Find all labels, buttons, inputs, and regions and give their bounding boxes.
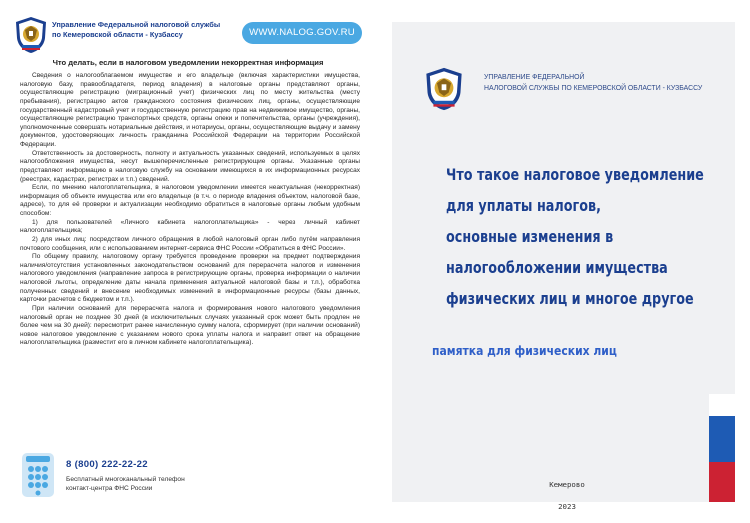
cover-title-line: основные изменения в [446,228,614,246]
fns-emblem-icon [424,66,464,112]
cover-subtitle: памятка для физических лиц [432,344,617,358]
cover-city: Кемерово [549,480,585,489]
paragraph: 1) для пользователей «Личного кабинета налогоплательщика» - через личный кабинет налогоплательщика; [20,218,360,235]
flag-red [709,462,735,502]
flag-blue [709,416,735,462]
website-link[interactable]: WWW.NALOG.GOV.RU [242,22,362,44]
fns-emblem-icon [14,16,48,54]
phone-keypad-icon [20,452,56,498]
left-page [0,0,375,519]
cover-title-line: физических лиц и многое другое [446,290,694,308]
cover-title-line: Что такое налоговое уведомление [446,166,704,184]
paragraph: При наличии оснований для перерасчета налога и формирования нового налогового уведомления налоговый орган не позднее 30 дней (в исключительных случаях указанный срок может быть продлен не более чем на 30 дней): пересмотрит ранее начисленную сумму налога, сформирует (при наличии оснований) новое налоговое уведомление с указанием нового срока уплаты налога и направит ответ на обращение налогоплательщика (разместит его в личном кабинете налогоплательщика). [20,304,360,347]
cover-title [446,160,728,315]
cover-org-name: УПРАВЛЕНИЕ ФЕДЕРАЛЬНОЙ НАЛОГОВОЙ СЛУЖБЫ ПО КЕМЕРОВСКОЙ ОБЛАСТИ - КУЗБАССУ [484,74,703,92]
flag-white [709,394,735,416]
paragraph: Если, по мнению налогоплательщика, в налоговом уведомлении имеется неактуальная (некорректная) информация об объекте имущества или его владельце (в т.ч. о периоде владения объектом, налоговой базе, адресе), то для её проверки и актуализации необходимо обратиться в налоговые органы любым удобным способом: [20,184,360,217]
cover-title-line: налогообложении имущества [446,259,668,277]
phone-number[interactable]: 8 (800) 222-22-22 [66,459,148,470]
paragraph: 2) для иных лиц: посредством личного обращения в любой налоговый орган либо путём направления почтового сообщения, или с использованием интернет-сервиса ФНС России «Обратиться в ФНС России». [20,235,360,252]
left-header [14,14,362,54]
paragraph: По общему правилу, налоговому органу требуется проведение проверки на предмет подтверждения наличия/отсутствия установленных законодательством оснований для перерасчета налогов и изменения налогового уведомления (направление запроса в регистрирующие органы, проверка информации о наличии налоговой льготы, определение даты начала применения актуальной налоговой базы и т.п.), обработка полученных сведений и внесение необходимых изменений в информационные ресурсы (базы данных, карточки расчетов с бюджетом и т.п.). [20,253,360,304]
cover-year: 2023 [558,502,576,511]
flag-stripe [709,394,735,502]
phone-description: Бесплатный многоканальный телефон контакт-центра ФНС России [66,476,185,492]
section-title: Что делать, если в налоговом уведомлении некорректная информация [52,58,324,67]
cover-title-line: для уплаты налогов, [446,197,601,215]
cover-page [392,22,735,511]
paragraph: Сведения о налогооблагаемом имуществе и его владельце (включая характеристики имущества, налоговую базу, правообладателя, период владения) в налоговые органы представляют органы, осуществляющие регистрацию (миграционный учет) физических лиц по месту жительства (месту пребывания), регистрацию актов гражданского состояния физических лиц, органы, осуществляющие государственный кадастровый учет и государственную регистрацию прав на недвижимое имущество, органы, осуществляющие регистрацию транспортных средств, органы опеки и попечительства, органы (учреждения), уполномоченные совершать нотариальные действия, и нотариусы, органы, осуществляющие выдачу и замену документов, удостоверяющих личность гражданина Российской Федерации на территории Российской Федерации. [20,72,360,148]
org-name: Управление Федеральной налоговой службы по Кемеровской области - Кузбассу [52,20,221,39]
paragraph: Ответственность за достоверность, полноту и актуальность указанных сведений, используемых в целях налогообложения имущества, несут вышеперечисленные регистрирующие органы. Указанные органы представляют информацию в налоговую службу на основании имеющихся в их информационных ресурсах (реестрах, кадастрах, регистрах и т.п.) сведений. [20,149,360,183]
contact-block [20,452,360,498]
body-text [20,72,360,348]
cover-city-year [532,468,602,523]
